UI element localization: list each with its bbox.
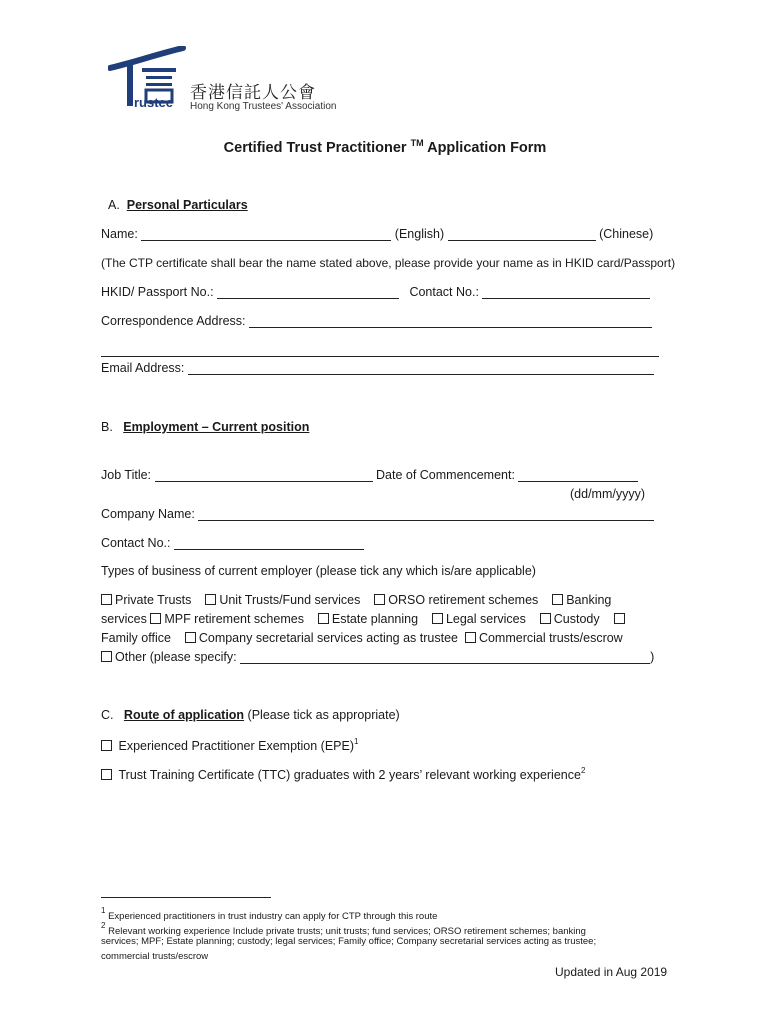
section-b-heading: B. Employment – Current position: [101, 420, 310, 434]
address-line-2[interactable]: [101, 346, 659, 357]
company-contact-field[interactable]: [174, 538, 364, 550]
banking-checkbox[interactable]: [552, 594, 563, 605]
company-secretarial-checkbox[interactable]: [185, 632, 196, 643]
date-format: (dd/mm/yyyy): [570, 487, 645, 501]
ttc-checkbox[interactable]: [101, 769, 112, 780]
updated-date: Updated in Aug 2019: [555, 965, 668, 979]
section-c-heading: C. Route of application (Please tick as appropriate): [101, 708, 400, 722]
logo-english-name: Hong Kong Trustees' Association: [190, 101, 337, 112]
job-row: Job Title: Date of Commencement:: [101, 468, 638, 482]
name-row: Name: (English) (Chinese): [101, 227, 654, 241]
email-row: Email Address:: [101, 361, 654, 375]
footnote-2: $^2$ Relevant working experience Include private trusts; unit trusts; fund services; ORSO retirement schemes; banking: [101, 921, 586, 937]
job-title-field[interactable]: [155, 470, 373, 482]
section-a-heading: A. Personal Particulars: [108, 198, 248, 212]
epe-checkbox[interactable]: [101, 740, 112, 751]
unit-trusts-checkbox[interactable]: [205, 594, 216, 605]
address-row: Correspondence Address:: [101, 314, 652, 328]
business-types-label: Types of business of current employer (please tick any which is/are applicable): [101, 564, 536, 578]
logo-word: rustee: [134, 95, 174, 110]
contact-field[interactable]: [482, 287, 650, 299]
footnote-divider: [101, 897, 271, 898]
hkid-row: HKID/ Passport No.: Contact No.:: [101, 285, 650, 299]
form-title: Certified Trust Practitioner ™ Application Form: [223, 138, 547, 156]
other-checkbox[interactable]: [101, 651, 112, 662]
legal-services-checkbox[interactable]: [432, 613, 443, 624]
estate-planning-checkbox[interactable]: [318, 613, 329, 624]
footnote-1: $^1$ Experienced practitioners in trust industry can apply for CTP through this route: [101, 906, 438, 922]
logo: [108, 46, 338, 116]
name-note: (The CTP certificate shall bear the name stated above, please provide your name as in HKID card/Passport): [101, 256, 676, 270]
custody-checkbox[interactable]: [540, 613, 551, 624]
footnote-2-line-3: commercial trusts/escrow: [101, 951, 209, 962]
epe-option: Experienced Practitioner Exemption (EPE)$^1$: [101, 737, 358, 753]
business-row-3: Family office Company secretarial services acting as trustee Commercial trusts/escrow: [101, 631, 623, 645]
business-row-1: Private Trusts Unit Trusts/Fund services ORSO retirement schemes Banking: [101, 593, 611, 607]
company-contact-row: Contact No.:: [101, 536, 364, 550]
family-office-checkbox[interactable]: [614, 613, 625, 624]
commercial-trusts-checkbox[interactable]: [465, 632, 476, 643]
ttc-option: Trust Training Certificate (TTC) graduates with 2 years’ relevant working experience$^2$: [101, 766, 585, 782]
english-name-field[interactable]: [141, 229, 391, 241]
other-specify-field[interactable]: [240, 652, 650, 664]
commencement-date-field[interactable]: [518, 470, 638, 482]
email-field[interactable]: [188, 363, 654, 375]
private-trusts-checkbox[interactable]: [101, 594, 112, 605]
address-field[interactable]: [249, 316, 652, 328]
business-row-2: services MPF retirement schemes Estate planning Legal services Custody: [101, 612, 628, 626]
logo-chinese-name: 香港信託人公會: [190, 83, 316, 103]
business-row-4: Other (please specify: ): [101, 650, 654, 664]
company-row: Company Name:: [101, 507, 654, 521]
footnote-2-line-2: services; MPF; Estate planning; custody; legal services; Family office; Company secretarial services acting as trustee;: [101, 936, 597, 947]
orso-checkbox[interactable]: [374, 594, 385, 605]
chinese-name-field[interactable]: [448, 229, 596, 241]
company-name-field[interactable]: [198, 509, 654, 521]
mpf-checkbox[interactable]: [150, 613, 161, 624]
hkid-field[interactable]: [217, 287, 399, 299]
